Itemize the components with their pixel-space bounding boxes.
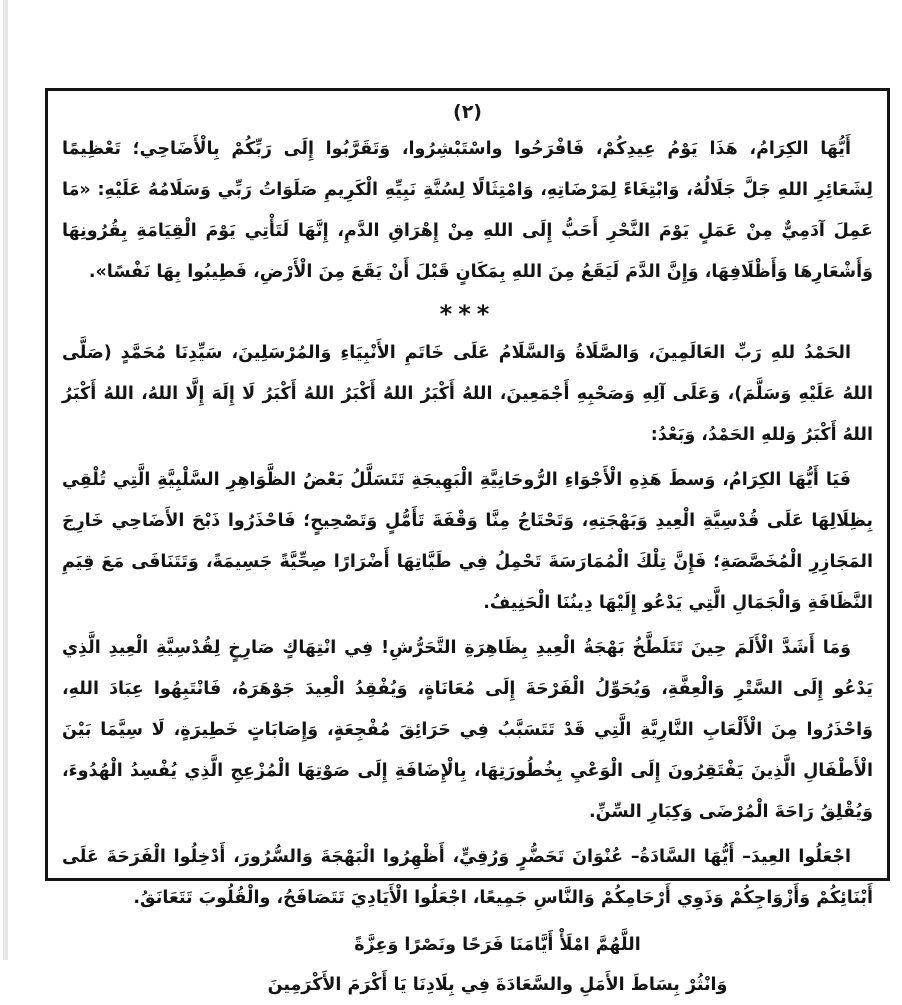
section-separator: *** (439, 300, 496, 328)
dua-line-1: اللَّهُمَّ امْلَأْ أَيَّامَنَا فَرَحًا ونَصْرًا وَعِزَّةً (354, 935, 641, 955)
document-frame (45, 88, 890, 995)
dua-block (122, 925, 873, 1005)
page-number: (٢) (453, 101, 482, 123)
paragraph-eid-greeting: أَيُّهَا الكِرَامُ، هَذَا يَوْمُ عِيدِكُمْ، فَافْرَحُوا واسْتَبْشِرُوا، وَتَقَرَّبُوا إِلَى رَبِّكُمْ بِالْأَضَاحِي؛ تَعْظِيمًا لِشَعَائِرِ اللهِ جَلَّ جَلَالُهُ، وَابْتِغَاءً لِمَرْضَاتِهِ، وَامْتِثَالًا لِسُنَّةِ نَبِيِّهِ الْكَرِيمِ صَلَوَاتُ رَبِّي وَسَلَامُهُ عَلَيْهِ: «مَا عَمِلَ آدَمِيٌّ مِنْ عَمَلٍ يَوْمَ النَّحْرِ أَحَبُّ إِلَى اللهِ مِنْ إِهْرَاقِ الدَّمِ، إِنَّهَا لَتَأْتِي يَوْمَ الْقِيَامَةِ بِقُرُونِهَا وَأَشْعَارِهَا وَأَظْلَافِهَا، وَإِنَّ الدَّمَ لَيَقَعُ مِنَ اللهِ بِمَكَانٍ قَبْلَ أَنْ يَقَعَ مِنَ الْأَرْضِ، فَطِيبُوا بِهَا نَفْسًا». (62, 139, 873, 282)
paragraph-make-eid-joyful: اجْعَلُوا العِيدَ– أَيُّهَا السَّادَةُ– عُنْوَانَ تَحَضُّرٍ وَرُقِيٍّ، أَظْهِرُوا الْبَهْجَةَ وَالسُّرُورَ، أَدْخِلُوا الْفَرَحَةَ عَلَى أَبْنَائِكُمْ وَأَزْوَاجِكُمْ وَذَوِي أَرْحَامِكُمْ وَالنَّاسِ جَمِيعًا، اجْعَلُوا الْأَيَادِيَ تَتَصَافَحُ، والْقُلُوبَ تَتَعَانَقُ. (62, 847, 873, 908)
paragraph-hamd-takbir: الحَمْدُ للهِ رَبِّ العَالَمِينَ، وَالصَّلَاةُ وَالسَّلَامُ عَلَى خَاتَمِ الأَنْبِيَاءِ وَالمُرْسَلِينَ، سَيِّدِنَا مُحَمَّدٍ (صَلَّى اللهُ عَلَيْهِ وَسَلَّمَ)، وَعَلَى آلِهِ وَصَحْبِهِ أَجْمَعِينَ، اللهُ أَكْبَرُ اللهُ أَكْبَرُ اللهُ أَكْبَرُ لَا إِلَهَ إِلَّا اللهُ، اللهُ أَكْبَرُ اللهُ أَكْبَرُ وَللهِ الحَمْدُ، وَبَعْدُ: (62, 343, 873, 445)
scan-edge-artifact (3, 0, 8, 960)
paragraph-harassment-fireworks-warning: وَمَا أَشَدَّ الْأَلَمَ حِينَ تَتَلَطَّخُ بَهْجَةُ الْعِيدِ بِظَاهِرَةِ التَّحَرُّشِ! فِي انْتِهَاكٍ صَارِخٍ لِقُدْسِيَّةِ الْعِيدِ الَّذِي يَدْعُو إِلَى السَّتْرِ وَالْعِفَّةِ، وَيُحَوِّلُ الْفَرْحَةَ إِلَى مُعَانَاةٍ، وَيُفْقِدُ الْعِيدَ جَوْهَرَهُ، فَانْتَبِهُوا عِبَادَ اللهِ، وَاحْذَرُوا مِنَ الْأَلْعَابِ النَّارِيَّةِ الَّتِي قَدْ تَتَسَبَّبُ فِي حَرَائِقَ مُفْجِعَةٍ، وَإِصَابَاتٍ خَطِيرَةٍ، لَا سِيَّمَا بَيْنَ الْأَطْفَالِ الَّذِينَ يَفْتَقِرُونَ إِلَى الْوَعْيِ بِخُطُورَتِهَا، بِالْإِضَافَةِ إِلَى صَوْتِهَا الْمُزْعِجِ الَّذِي يُفْسِدُ الْهُدُوءَ، وَيُقْلِقُ رَاحَةَ الْمُرْضَى وَكِبَارِ السِّنِّ. (62, 638, 873, 822)
dua-line-2: وَانْثُرْ بِسَاطَ الأَمَلِ والسَّعَادَةَ فِي بِلَادِنَا يَا أَكْرَمَ الأَكْرَمِينَ (267, 975, 728, 995)
paragraph-slaughter-warning: فَيَا أَيُّهَا الكِرَامُ، وَسطَ هَذِهِ الْأَجْوَاءِ الرُّوحَانِيَّةِ الْبَهِيجَةِ تَتَسَلَّلُ بَعْضُ الظَّوَاهِرِ السَّلْبِيَّةِ الَّتِي تُلْقِي بِظِلَالِهَا عَلَى قُدْسِيَّةِ الْعِيدِ وَبَهْجَتِهِ، وَتَحْتَاجُ مِنَّا وَقْفَةَ تَأَمُّلٍ وَتَصْحِيحٍ؛ فَاحْذَرُوا ذَبْحَ الأَضَاحِي خَارِجَ المَجَازِرِ الْمُخَصَّصَةِ؛ فَإِنَّ تِلْكَ الْمُمَارَسَةَ تَحْمِلُ فِي طَيَّاتِهَا أَضْرَارًا صِحِّيَّةً جَسِيمَةً، وَتَتَنَافَى مَعَ قِيَمِ النَّظَافَةِ وَالْجَمَالِ الَّتِي يَدْعُو إِلَيْهَا دِينُنَا الْحَنِيفُ. (62, 470, 873, 613)
